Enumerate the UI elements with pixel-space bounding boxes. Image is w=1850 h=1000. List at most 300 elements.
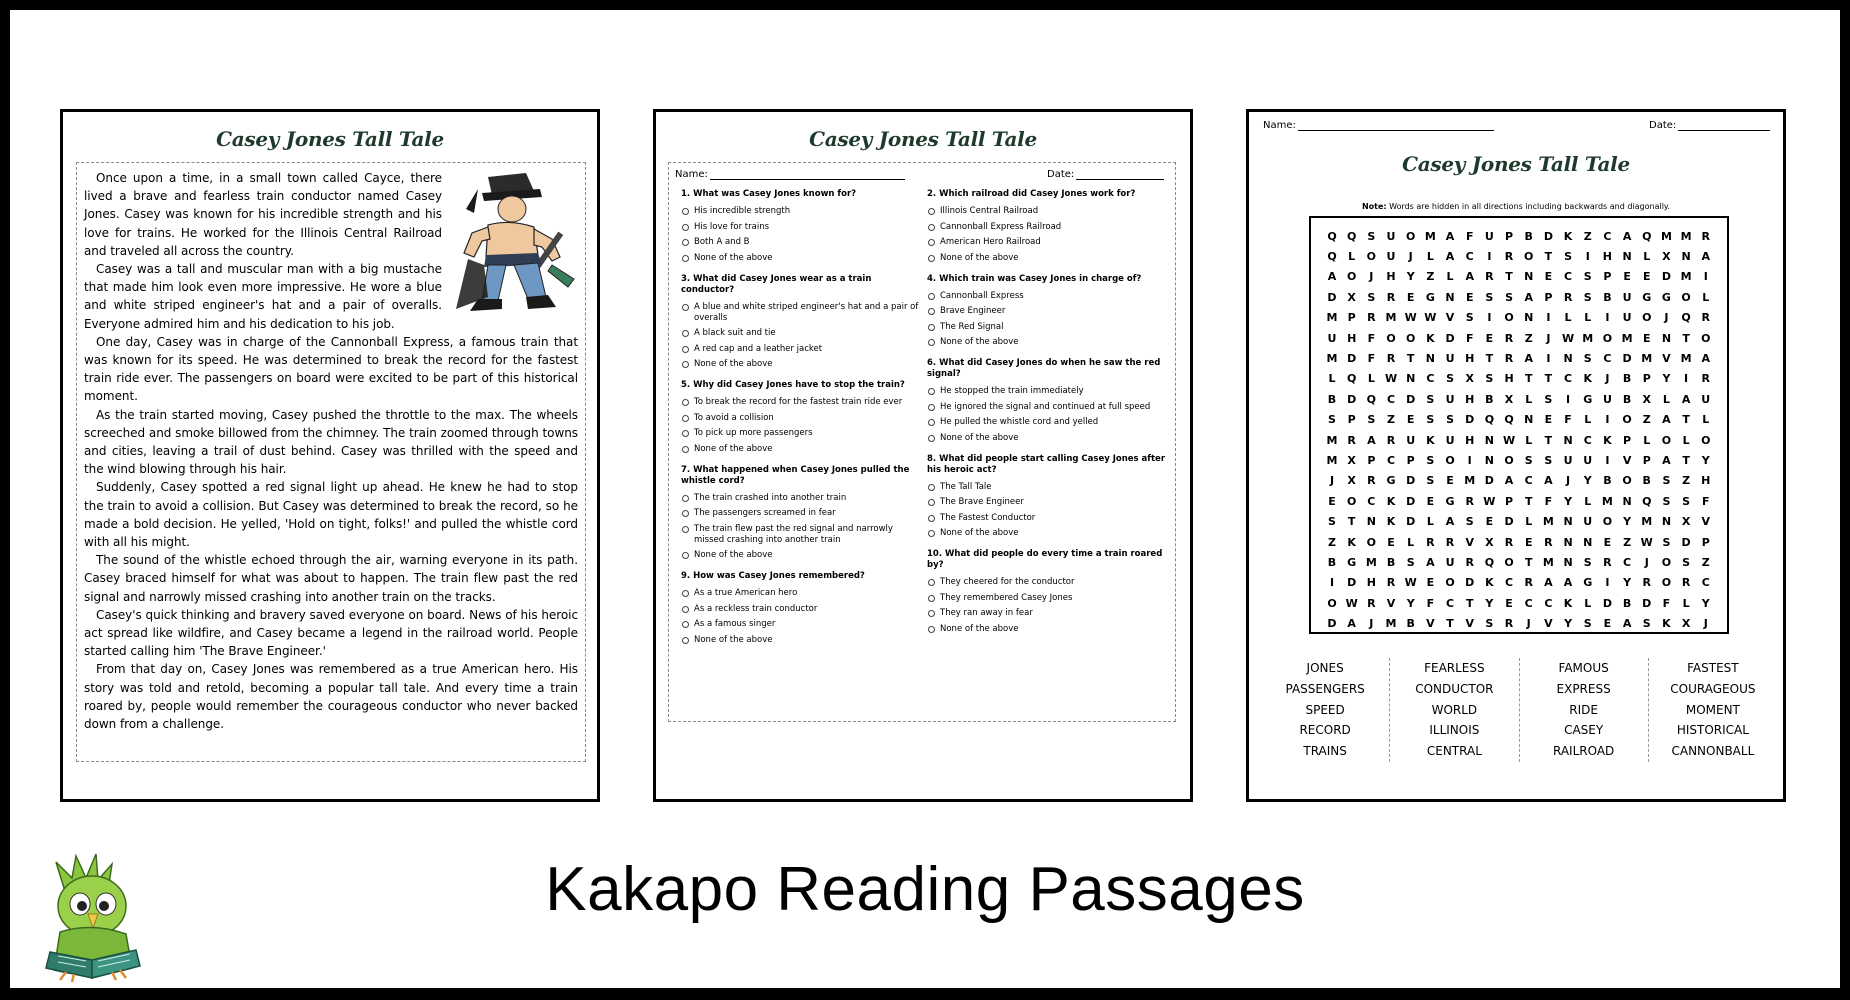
answer-option[interactable]: Both A and B [681, 237, 919, 248]
grid-letter: S [1485, 290, 1494, 304]
grid-letter: H [1366, 576, 1376, 590]
grid-letter: B [1622, 372, 1632, 386]
quiz-question [681, 189, 919, 264]
grid-letter: M [1424, 229, 1436, 243]
grid-letter: H [1347, 331, 1357, 345]
grid-row [1323, 410, 1715, 430]
word-item: MOMENT [1685, 702, 1740, 717]
grid-letter: O [1681, 290, 1691, 304]
grid-letter: S [1544, 453, 1553, 467]
grid-letter: P [1347, 413, 1356, 427]
answer-option[interactable]: The train crashed into another train [681, 493, 919, 504]
question-text: 5. Why did Casey Jones have to stop the train? [681, 380, 905, 390]
grid-letter: G [1583, 392, 1593, 406]
grid-letter: L [1643, 250, 1651, 264]
grid-letter: D [1484, 474, 1494, 488]
grid-letter: T [1544, 433, 1553, 447]
answer-option[interactable]: As a true American hero [681, 588, 919, 599]
word-item: CENTRAL [1426, 744, 1482, 759]
grid-letter: V [1465, 617, 1474, 631]
answer-option[interactable]: To avoid a collision [681, 413, 919, 424]
grid-letter: N [1406, 372, 1416, 386]
grid-letter: X [1504, 392, 1514, 406]
answer-option[interactable]: None of the above [927, 253, 1165, 264]
grid-letter: W [1345, 596, 1358, 610]
grid-letter: A [1504, 474, 1514, 488]
grid-letter: O [1661, 555, 1672, 569]
answer-option[interactable]: The Red Signal [927, 322, 1165, 333]
grid-letter: D [1347, 392, 1357, 406]
grid-letter: S [1583, 555, 1592, 569]
grid-letter: M [1326, 433, 1338, 447]
wordsearch-title: Casey Jones Tall Tale [1402, 152, 1630, 176]
grid-letter: R [1603, 555, 1612, 569]
grid-letter: P [1623, 433, 1632, 447]
quiz-question [681, 571, 919, 646]
answer-option[interactable]: Brave Engineer [927, 306, 1165, 317]
grid-letter: X [1662, 250, 1671, 264]
word-item: RECORD [1299, 723, 1351, 738]
grid-letter: I [1703, 270, 1708, 284]
name-line [710, 170, 905, 180]
grid-letter: S [1583, 617, 1592, 631]
grid-letter: U [1563, 453, 1573, 467]
grid-letter: Y [1406, 596, 1415, 610]
grid-row [1323, 328, 1715, 348]
passage-page [60, 109, 600, 802]
grid-letter: K [1386, 494, 1396, 508]
ws-date-label: Date: [1649, 120, 1677, 131]
grid-letter: L [1662, 392, 1670, 406]
grid-letter: R [1445, 535, 1455, 549]
passage-paragraph: Suddenly, Casey spotted a red signal light up ahead. He knew he had to stop the train to avoid a collision. But Casey was determined to break the record, so he made a bold decision. He yelled, 'Hold on tight, folks!' and pulled the whistle cord with all his might. [84, 480, 578, 550]
date-label: Date: [1047, 169, 1075, 180]
answer-option[interactable]: The Fastest Conductor [927, 513, 1165, 524]
grid-letter: L [1525, 515, 1533, 529]
grid-letter: B [1327, 392, 1337, 406]
grid-letter: E [1485, 331, 1494, 345]
answer-option[interactable]: They remembered Casey Jones [927, 593, 1165, 604]
grid-letter: W [1404, 311, 1417, 325]
ws-date-field [1649, 120, 1770, 131]
quiz-question [681, 274, 919, 371]
grid-letter: M [1641, 515, 1653, 529]
grid-letter: S [1564, 250, 1573, 264]
grid-letter: N [1622, 250, 1632, 264]
grid-letter: E [1426, 494, 1435, 508]
answer-option[interactable]: None of the above [927, 337, 1165, 348]
passage-title: Casey Jones Tall Tale [216, 127, 444, 151]
grid-letter: R [1544, 535, 1553, 549]
grid-letter: O [1346, 270, 1357, 284]
date-field [1047, 169, 1164, 180]
answer-option[interactable]: Cannonball Express Railroad [927, 222, 1165, 233]
grid-letter: O [1346, 494, 1357, 508]
grid-letter: O [1602, 331, 1613, 345]
grid-letter: Z [1524, 331, 1533, 345]
grid-letter: C [1544, 596, 1553, 610]
grid-letter: C [1367, 494, 1376, 508]
grid-letter: J [1369, 617, 1374, 631]
grid-letter: K [1662, 617, 1671, 631]
grid-letter: I [1684, 372, 1689, 386]
grid-letter: A [1524, 352, 1533, 366]
name-field [675, 169, 905, 180]
grid-letter: Y [1623, 515, 1632, 529]
answer-option[interactable]: A black suit and tie [681, 328, 919, 339]
answer-option[interactable]: None of the above [681, 253, 919, 264]
grid-letter: S [1426, 392, 1435, 406]
grid-letter: A [1347, 617, 1356, 631]
answer-option[interactable]: None of the above [681, 444, 919, 455]
word-item: WORLD [1431, 702, 1478, 717]
name-label: Name: [675, 169, 708, 180]
ws-name-label: Name: [1263, 120, 1296, 131]
question-text: 7. What happened when Casey Jones pulled the whistle cord? [681, 464, 910, 486]
grid-letter: H [1504, 372, 1514, 386]
answer-option[interactable]: The train flew past the red signal and narrowly missed crashing into another train [681, 524, 919, 546]
word-list [1261, 658, 1777, 762]
grid-letter: Q [1681, 311, 1691, 325]
grid-letter: B [1406, 617, 1415, 631]
grid-letter: M [1680, 229, 1692, 243]
grid-letter: N [1425, 352, 1435, 366]
grid-letter: R [1465, 494, 1474, 508]
grid-letter: T [1485, 352, 1494, 366]
grid-letter: S [1682, 555, 1691, 569]
grid-letter: L [1407, 535, 1415, 549]
grid-row [1323, 267, 1715, 287]
grid-letter: E [1603, 535, 1612, 549]
grid-letter: T [1682, 331, 1690, 345]
answer-option[interactable]: The passengers screamed in fear [681, 508, 919, 519]
answer-option[interactable]: None of the above [927, 624, 1165, 635]
grid-letter: B [1603, 474, 1612, 488]
word-item: PASSENGERS [1285, 681, 1365, 696]
grid-letter: L [1584, 413, 1592, 427]
grid-letter: M [1601, 494, 1613, 508]
grid-letter: R [1367, 596, 1376, 610]
grid-letter: H [1386, 270, 1396, 284]
word-column [1648, 658, 1777, 762]
answer-option[interactable]: None of the above [927, 433, 1165, 444]
grid-row [1323, 389, 1715, 409]
grid-letter: L [1584, 596, 1592, 610]
grid-letter: R [1504, 250, 1514, 264]
grid-letter: V [1544, 617, 1553, 631]
grid-row [1323, 552, 1715, 572]
grid-letter: R [1681, 576, 1691, 590]
grid-letter: D [1465, 413, 1475, 427]
grid-letter: O [1622, 474, 1632, 488]
grid-letter: A [1622, 617, 1632, 631]
passage-box [76, 162, 586, 762]
grid-letter: X [1347, 453, 1356, 467]
grid-letter: K [1485, 576, 1494, 590]
grid-letter: U [1701, 392, 1711, 406]
grid-letter: F [1544, 494, 1553, 508]
word-item: CASEY [1564, 723, 1604, 738]
grid-letter: I [1605, 453, 1610, 467]
grid-letter: P [1347, 311, 1356, 325]
grid-letter: N [1484, 433, 1494, 447]
grid-letter: P [1505, 229, 1514, 243]
passage-paragraph: Once upon a time, in a small town called Cayce, there lived a brave and fearless train conductor named Casey Jones. Casey was known for his incredible strength and his love for trains. He worked for the Illinois Central Railroad and traveled all across the country. [84, 171, 442, 258]
grid-letter: R [1524, 576, 1533, 590]
grid-letter: U [1622, 311, 1632, 325]
grid-letter: L [1682, 596, 1690, 610]
ws-date-line [1678, 121, 1770, 131]
grid-letter: N [1563, 555, 1573, 569]
grid-letter: Q [1642, 229, 1652, 243]
grid-letter: Q [1346, 372, 1357, 386]
grid-letter: U [1622, 290, 1632, 304]
grid-letter: Q [1346, 229, 1357, 243]
grid-letter: S [1367, 229, 1376, 243]
answer-option[interactable]: None of the above [681, 359, 919, 370]
grid-letter: O [1661, 433, 1672, 447]
grid-letter: B [1622, 596, 1632, 610]
grid-letter: E [1406, 413, 1415, 427]
word-column [1519, 658, 1648, 762]
grid-letter: A [1622, 229, 1632, 243]
grid-letter: D [1543, 229, 1553, 243]
grid-letter: A [1662, 453, 1671, 467]
grid-letter: Y [1583, 474, 1592, 488]
grid-letter: Q [1504, 413, 1514, 427]
ws-name-line [1298, 121, 1494, 131]
grid-letter: P [1544, 290, 1553, 304]
grid-letter: Q [1484, 413, 1495, 427]
grid-letter: D [1661, 270, 1671, 284]
word-item: TRAINS [1303, 744, 1347, 759]
grid-letter: E [1544, 413, 1553, 427]
grid-letter: I [1487, 250, 1492, 264]
grid-letter: S [1662, 474, 1671, 488]
quiz-question [681, 380, 919, 455]
grid-letter: Z [1682, 474, 1691, 488]
answer-option[interactable]: As a reckless train conductor [681, 604, 919, 615]
grid-letter: O [1327, 596, 1337, 610]
grid-letter: I [1605, 576, 1610, 590]
answer-option[interactable]: The Tall Tale [927, 482, 1165, 493]
grid-letter: C [1701, 576, 1710, 590]
grid-letter: S [1367, 413, 1376, 427]
grid-letter: O [1504, 453, 1514, 467]
passage-paragraph: Casey was a tall and muscular man with a big mustache that made him look even more impressive. He wore a blue and white striped engineer's hat and a pair of overalls. Everyone admired him and his dedication to his job. [84, 262, 442, 331]
grid-letter: N [1563, 515, 1573, 529]
word-item: SPEED [1305, 702, 1345, 717]
grid-letter: R [1504, 352, 1514, 366]
grid-letter: D [1465, 576, 1475, 590]
grid-letter: D [1406, 494, 1416, 508]
quiz-question [927, 274, 1165, 349]
grid-letter: R [1426, 535, 1435, 549]
grid-letter: R [1367, 311, 1376, 325]
question-text: 4. Which train was Casey Jones in charge of? [927, 273, 1142, 284]
grid-letter: I [1585, 250, 1590, 264]
grid-letter: U [1445, 392, 1455, 406]
grid-letter: U [1445, 352, 1455, 366]
grid-letter: H [1465, 392, 1475, 406]
grid-letter: E [1603, 617, 1612, 631]
grid-row [1323, 369, 1715, 389]
grid-letter: H [1701, 474, 1711, 488]
answer-option[interactable]: His love for trains [681, 222, 919, 233]
grid-letter: A [1563, 576, 1573, 590]
grid-letter: K [1426, 433, 1435, 447]
grid-letter: S [1642, 617, 1651, 631]
grid-letter: S [1328, 515, 1336, 529]
grid-row [1323, 471, 1715, 491]
word-item: FAMOUS [1558, 661, 1609, 675]
grid-letter: C [1505, 576, 1514, 590]
answer-option[interactable]: Illinois Central Railroad [927, 206, 1165, 217]
grid-letter: R [1642, 576, 1651, 590]
answer-option[interactable]: American Hero Railroad [927, 237, 1165, 248]
grid-letter: F [1367, 352, 1376, 366]
grid-letter: X [1681, 515, 1691, 529]
grid-letter: O [1701, 331, 1711, 345]
quiz-column-right [927, 189, 1165, 645]
grid-letter: M [1621, 331, 1633, 345]
answer-option[interactable]: His incredible strength [681, 206, 919, 217]
grid-letter: I [1546, 352, 1551, 366]
grid-letter: E [1544, 270, 1553, 284]
quiz-box [668, 162, 1176, 722]
grid-letter: Z [1583, 229, 1592, 243]
grid-letter: N [1661, 515, 1672, 529]
grid-letter: S [1524, 453, 1533, 467]
grid-letter: H [1465, 433, 1475, 447]
grid-letter: O [1406, 229, 1416, 243]
grid-letter: O [1386, 331, 1396, 345]
grid-letter: N [1563, 433, 1573, 447]
grid-letter: A [1445, 250, 1455, 264]
grid-letter: R [1347, 433, 1356, 447]
grid-letter: T [1347, 515, 1356, 529]
answer-option[interactable]: He stopped the train immediately [927, 386, 1165, 397]
grid-letter: O [1504, 555, 1514, 569]
grid-row [1323, 450, 1715, 470]
grid-letter: M [1680, 270, 1692, 284]
answer-option[interactable]: Cannonball Express [927, 291, 1165, 302]
answer-option[interactable]: They ran away in fear [927, 608, 1165, 619]
grid-letter: V [1622, 453, 1632, 467]
grid-letter: D [1642, 596, 1652, 610]
grid-letter: D [1327, 290, 1337, 304]
grid-letter: O [1504, 311, 1514, 325]
grid-letter: T [1524, 494, 1533, 508]
answer-option[interactable]: A blue and white striped engineer's hat and a pair of overalls [681, 302, 919, 324]
answer-option[interactable]: To break the record for the fastest train ride ever [681, 397, 919, 408]
grid-letter: U [1583, 515, 1593, 529]
grid-letter: U [1386, 229, 1396, 243]
passage-paragraph: Casey's quick thinking and bravery saved everyone on board. News of his heroic act spread like wildfire, and Casey became a legend in the railroad world. People started calling him 'The Brave Engineer.' [84, 607, 578, 659]
grid-letter: C [1524, 474, 1533, 488]
answer-option[interactable]: He ignored the signal and continued at full speed [927, 402, 1165, 413]
grid-letter: A [1445, 515, 1455, 529]
grid-letter: O [1366, 250, 1377, 264]
grid-letter: A [1662, 413, 1671, 427]
grid-letter: R [1386, 433, 1396, 447]
grid-letter: F [1662, 596, 1671, 610]
grid-letter: E [1426, 576, 1435, 590]
grid-letter: X [1347, 474, 1356, 488]
word-column [1389, 658, 1518, 762]
grid-letter: S [1406, 555, 1415, 569]
grid-letter: X [1681, 617, 1691, 631]
grid-letter: M [1326, 311, 1338, 325]
grid-letter: J [1329, 474, 1335, 488]
word-item: HISTORICAL [1676, 723, 1749, 738]
passage-paragraph: As the train started moving, Casey pushed the throttle to the max. The wheels screeched and smoke billowed from the chimney. The train zoomed through towns and cities, leaving a trail of dust behind. Casey was thrilled with the speed and the wind blowing through his hair. [84, 407, 578, 477]
answer-option[interactable]: None of the above [927, 528, 1165, 539]
grid-letter: D [1347, 576, 1357, 590]
wordsearch-note [1249, 202, 1783, 211]
grid-letter: N [1366, 515, 1376, 529]
grid-letter: T [1682, 453, 1690, 467]
grid-letter: L [1367, 372, 1375, 386]
grid-letter: E [1406, 290, 1415, 304]
grid-letter: V [1465, 535, 1474, 549]
grid-letter: M [1582, 331, 1594, 345]
grid-letter: E [1505, 596, 1513, 610]
grid-letter: F [1367, 331, 1376, 345]
grid-letter: B [1386, 555, 1396, 569]
grid-letter: A [1544, 576, 1553, 590]
answer-option[interactable]: As a famous singer [681, 619, 919, 630]
grid-letter: T [1544, 250, 1553, 264]
grid-letter: N [1484, 453, 1494, 467]
word-item: COURAGEOUS [1670, 681, 1756, 696]
grid-letter: S [1485, 617, 1494, 631]
grid-letter: D [1327, 617, 1337, 631]
grid-letter: O [1406, 331, 1416, 345]
grid-letter: M [1385, 311, 1397, 325]
answer-option[interactable]: They cheered for the conductor [927, 577, 1165, 588]
grid-letter: S [1426, 474, 1435, 488]
grid-letter: T [1465, 596, 1474, 610]
grid-letter: L [1328, 372, 1336, 386]
grid-letter: O [1524, 250, 1534, 264]
grid-letter: N [1445, 290, 1455, 304]
grid-letter: W [1483, 494, 1496, 508]
grid-letter: V [1426, 617, 1435, 631]
question-text: 1. What was Casey Jones known for? [681, 189, 857, 199]
grid-letter: J [1703, 617, 1708, 631]
grid-letter: P [1505, 494, 1514, 508]
grid-letter: Z [1623, 535, 1632, 549]
grid-letter: K [1426, 331, 1435, 345]
passage-paragraph: The sound of the whistle echoed through the air, warning everyone in its path. Casey braced himself for what was about to happen. The train flew past the red signal and narrowly missed crashing into another train on the tracks. [84, 553, 578, 604]
grid-letter: P [1406, 453, 1415, 467]
grid-row [1323, 287, 1715, 307]
grid-letter: D [1406, 515, 1416, 529]
grid-letter: L [1643, 433, 1651, 447]
answer-option[interactable]: To pick up more passengers [681, 428, 919, 439]
answer-option[interactable]: He pulled the whistle cord and yelled [927, 417, 1165, 428]
answer-option[interactable]: None of the above [681, 635, 919, 646]
grid-letter: N [1524, 270, 1534, 284]
answer-option[interactable]: None of the above [681, 550, 919, 561]
question-text: 3. What did Casey Jones wear as a train conductor? [681, 273, 872, 295]
answer-option[interactable]: The Brave Engineer [927, 497, 1165, 508]
answer-option[interactable]: A red cap and a leather jacket [681, 344, 919, 355]
grid-letter: T [1406, 352, 1415, 366]
grid-letter: E [1446, 474, 1454, 488]
grid-letter: S [1446, 413, 1454, 427]
